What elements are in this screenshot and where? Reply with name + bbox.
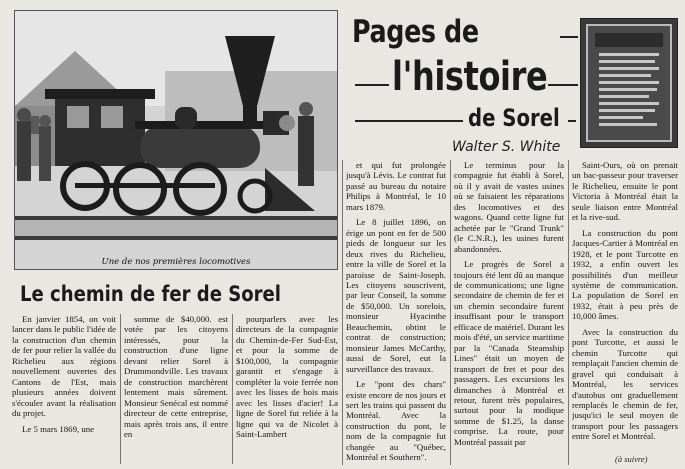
header-rule-3 <box>548 84 578 86</box>
column-6-paragraph: Saint-Ours, où on prenait un bac-passeur pour traverser le Richelieu, ensuite le pont Victoria à Montréal était la seule liaison entre Montréal et la rive-sud. <box>572 160 678 223</box>
to-be-continued-note: (à suivre) <box>615 454 648 464</box>
header-rule-2 <box>355 84 389 86</box>
column-5-paragraph: Le progrès de Sorel a toujours été lent dû au manque de communications; une ligne secondaire de chemin de fer et un chemin secondaire furent insuffisant pour le transport efficace de matériel. Durant les mois d'été, un service maritime par la "Canada Steamship Lines" était un moyen de transport de fret et pour des passagers. Les excursions les dimanches à Montréal et retour, furent très populaires, surtout pour la modique somme de $1.25, la danse comprise. La route, pour Montréal passait par <box>454 259 564 447</box>
column-divider <box>568 160 569 465</box>
header-line-3: de Sorel <box>468 104 560 132</box>
header-rule-4 <box>355 120 463 122</box>
commemorative-plaque-image <box>580 18 678 148</box>
column-divider <box>232 314 233 464</box>
column-divider <box>342 160 343 465</box>
column-5-paragraph: Le terminus pour la compagnie fut établi à Sorel, où il y avait de vastes usines où se faisaient les réparations des locomotives et des wagons. Quand cette ligne fut achetée par le "Grand Trunk" (le C.N.R.), les usines furent abandonnées. <box>454 160 564 254</box>
column-4-paragraph: Le "pont des chars" existe encore de nos jours et sert les trains qui passent du Montréal. Avec la construction du pont, le nom de la compagnie fut changée au "Québec, Montréal et Southern". <box>346 379 446 463</box>
header-rule-1 <box>560 36 578 38</box>
byline: Walter S. White <box>452 139 561 155</box>
column-divider <box>450 160 451 465</box>
column-4-paragraph: Le 8 juillet 1896, on érige un pont en fer de 500 pieds de longueur sur les deux rives du Richelieu, entre la ville de Sorel et la paroisse de Saint-Joseph. Les citoyens souscrivent, par leur Conseil, la somme de $50,000. Un sorelois, monsieur Hyacinthe Beauchemin, obtint le contrat de construction; monsieur James McCarthy, aussi de Sorel, eut la surveillance des travaux. <box>346 217 446 374</box>
locomotive-illustration <box>15 11 337 269</box>
column-2 <box>124 314 228 469</box>
header-line-1: Pages de <box>352 14 479 50</box>
column-4-paragraph: et qui fut prolongée jusqu'à Lévis. Le contrat fut passé au bureau du notaire Philips à Montréal, le 10 mars 1879. <box>346 160 446 212</box>
column-1-paragraph: En janvier 1854, on voit lancer dans le public l'idée de la construction d'un chemin de fer pour relier la vallée du Richelieu aux régions nouvellement ouvertes des Cantons de l'Est, mais plusieurs années doivent s'écouler avant la réalisation du projet. <box>12 314 116 419</box>
column-5 <box>454 160 564 469</box>
column-6-paragraph: Avec la construction du pont Turcotte, et aussi le chemin Turcotte qui remplaçait l'ancien chemin de gravel qui conduisait à Montréal, les services d'autobus ont graduellement remplacés le chemin de fer, jusqu'ici le seul moyen de transport pour les passagers entre Sorel et Montréal. <box>572 326 678 442</box>
column-3 <box>236 314 338 469</box>
article-title: Le chemin de fer de Sorel <box>20 282 282 306</box>
column-3-paragraph: pourparlers avec les directeurs de la compagnie du Chemin-de-Fer Sud-Est, et pour la somme de $100,000, la compagnie garantit et s'engage à compléter la voie ferrée non avec les lisses de bois mais avec les lisses d'acier! La ligne de Sorel fut reliée à la ligne qui va de Nicolet à Saint-Lambert <box>236 314 338 439</box>
column-divider <box>120 314 121 464</box>
locomotive-photo <box>14 10 338 270</box>
column-4 <box>346 160 446 469</box>
column-1-paragraph: Le 5 mars 1869, une <box>22 423 95 434</box>
header-rule-5 <box>568 120 576 122</box>
photo-caption: Une de nos premières locomotives <box>101 257 251 267</box>
column-1 <box>12 314 116 469</box>
column-6 <box>572 160 678 452</box>
column-2-paragraph: somme de $40,000. est votée par les citoyens intéressés, pour la construction d'une ligne devant relier Sorel à Drummondville. Les travaux de construction marchèrent lentement mais sûrement. Monsieur Senécal est nommé directeur de cette entreprise, mais après trois ans, il entre en <box>124 314 228 439</box>
header-line-2: l'histoire <box>392 54 548 100</box>
column-6-paragraph: La construction du pont Jacques-Cartier à Montréal en 1928, et le pont Turcotte en 1932, a enfin ouvert les possibilités d'un meilleur système de communication. La population de Sorel en 1932, était à peu près de 10,000 âmes. <box>572 227 678 322</box>
